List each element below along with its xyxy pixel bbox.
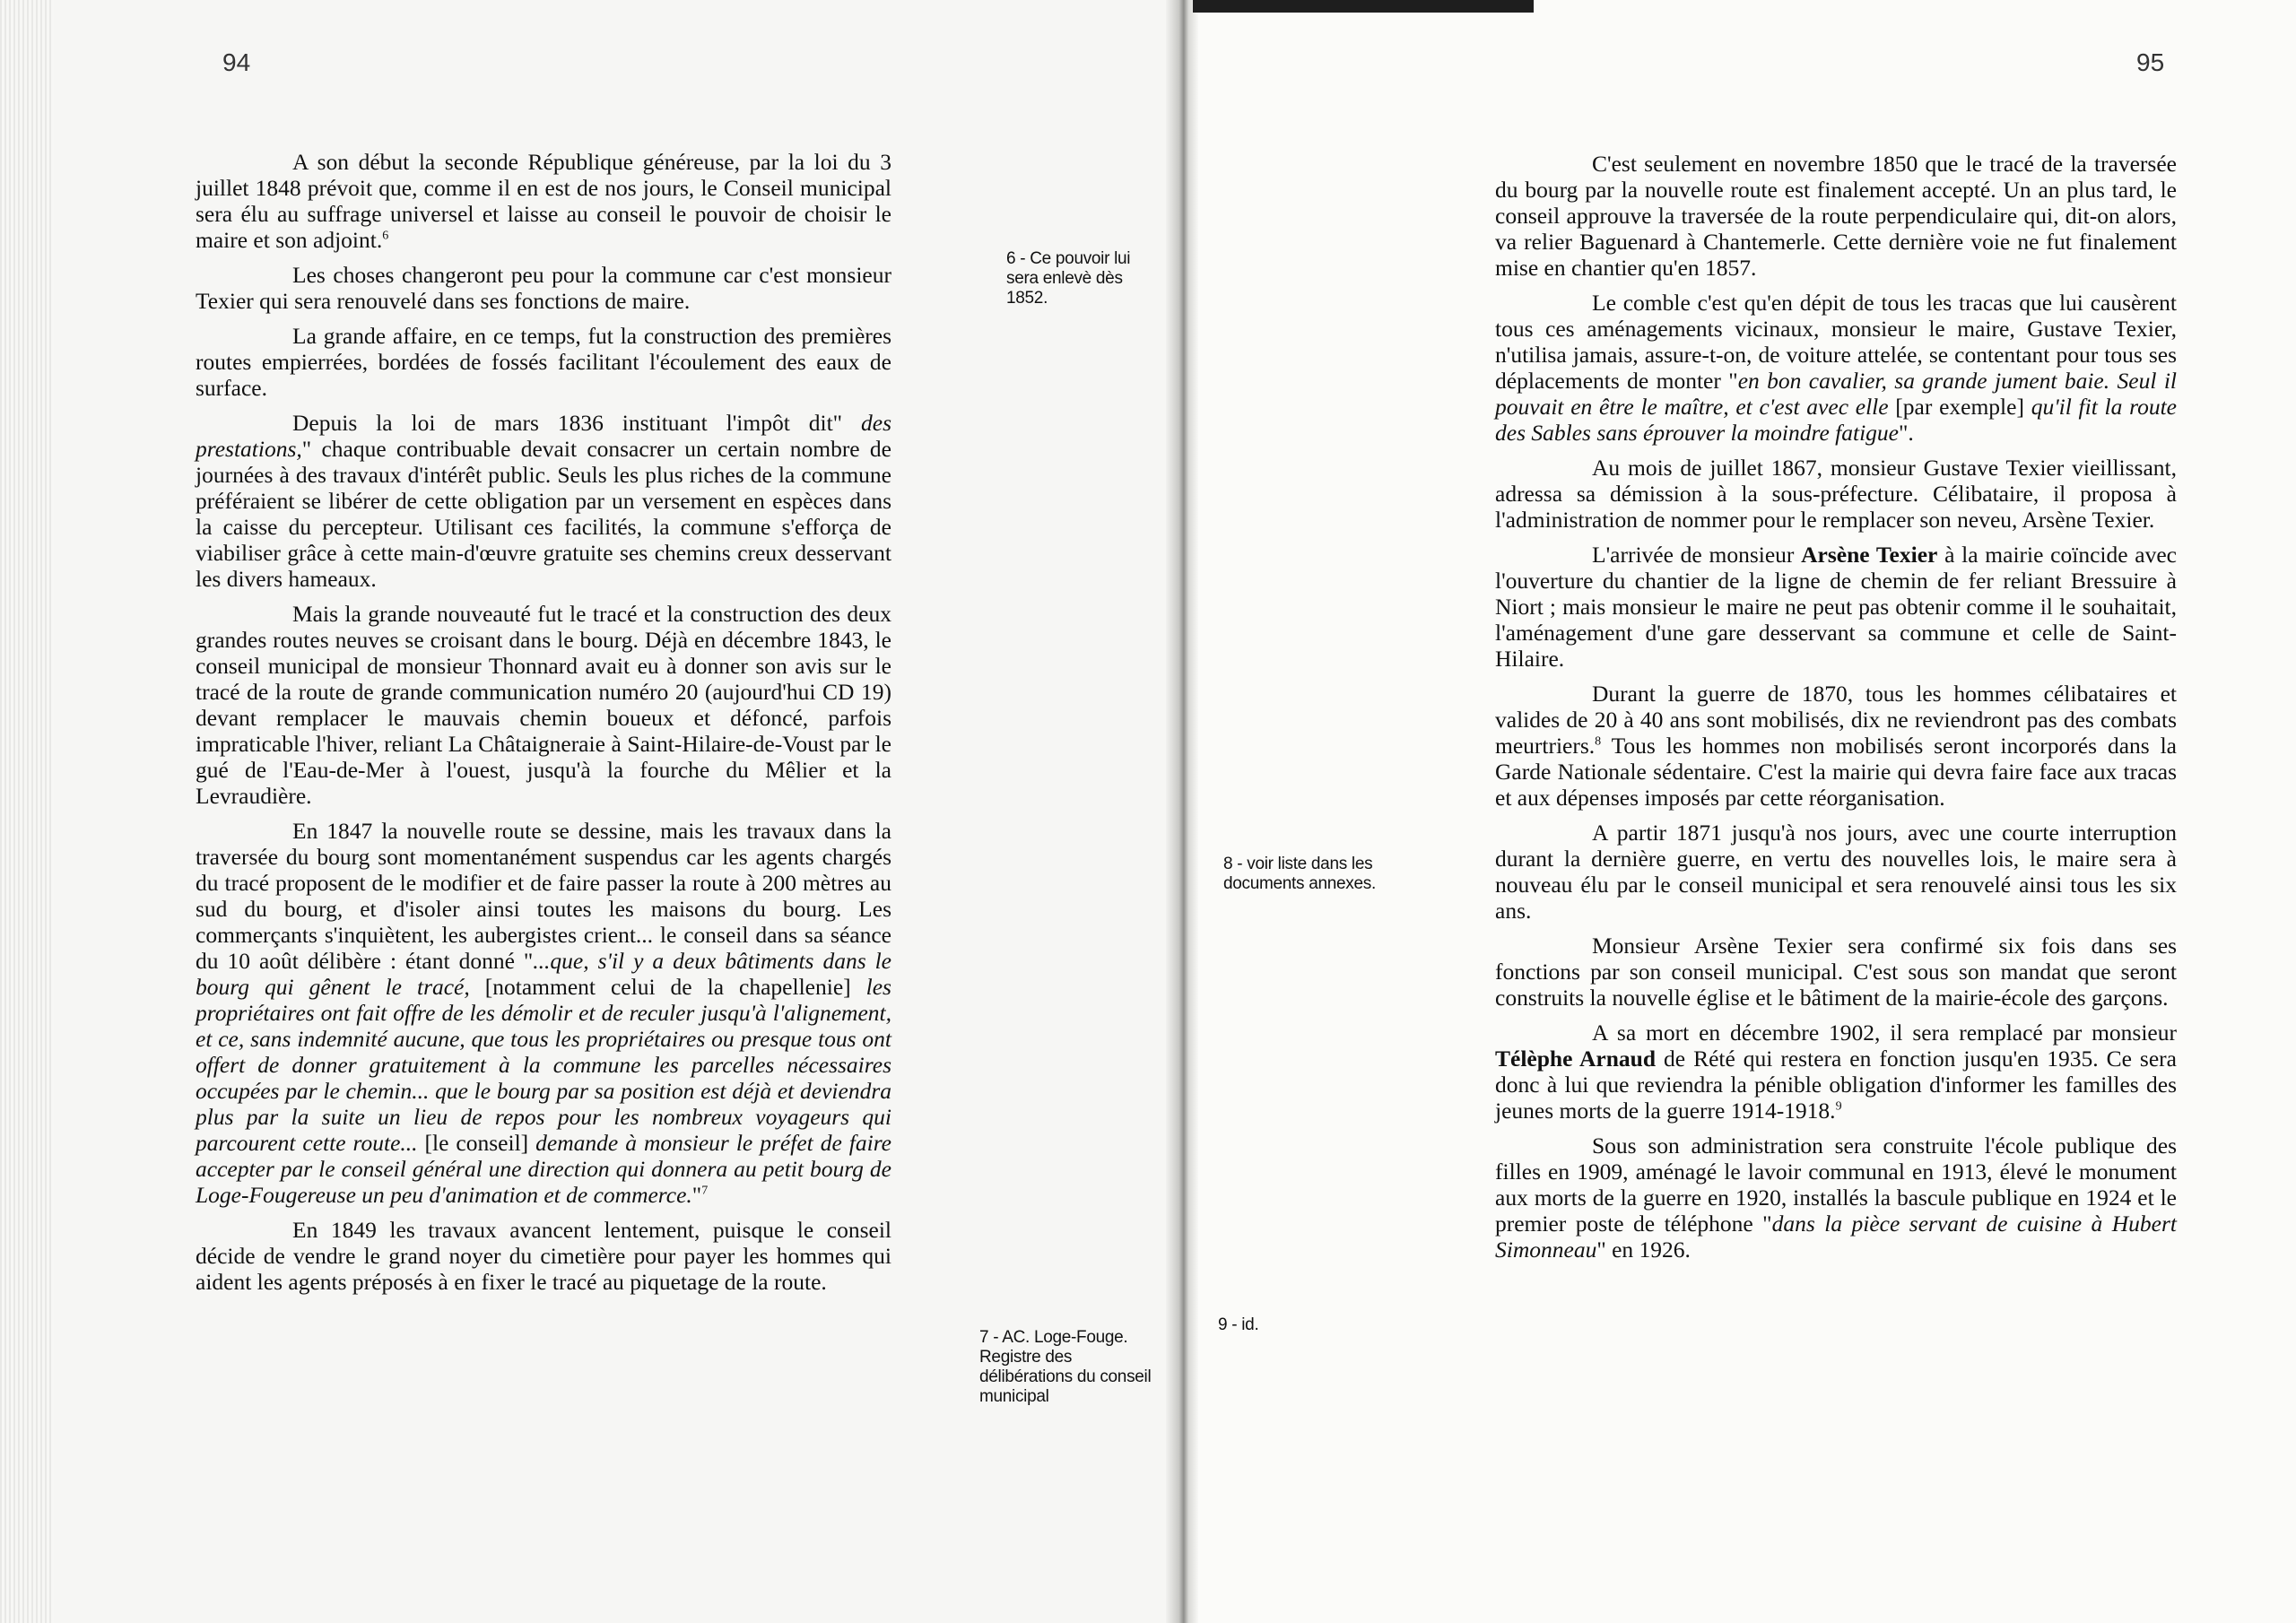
text-run: [notamment celui de la chapellenie] [469,974,866,1000]
footnote-ref: 9 [1835,1099,1842,1114]
text-run: A son début la seconde République généreuse, par la loi du 3 juillet 1848 prévoit que, comme il en est de nos jours, le Conseil municipal sera élu au suffrage universel et laisse au conseil le pouvoir de choisir le maire et son adjoint. [196,149,891,253]
scan-shadow [1193,0,1534,13]
text-run: " [691,1182,702,1208]
text-run: demande à monsieur le préfet de faire accepter par le conseil général une direction qui donnera au petit bourg de Loge-Fougereuse un peu d'animation et de commerce. [196,1130,891,1208]
text-run: Monsieur Arsène Texier sera confirmé six fois dans ses fonctions par son conseil municipal. C'est sous son mandat que seront construits la nouvelle église et le bâtiment de la mairie-école des garçons. [1495,933,2177,1011]
paragraph [196,323,891,401]
text-run: qu'il fit la route des Sables sans éprouver la moindre fatigue [1495,394,2177,446]
text-run: ". [1898,420,1914,446]
text-run: Depuis la loi de mars 1836 instituant l'impôt dit" [292,410,861,436]
footnote-9: 9 - id. [1218,1315,1259,1334]
text-run: à la mairie coïncide avec l'ouverture du chantier de la ligne de chemin de fer reliant Bressuire à Niort ; mais monsieur le maire ne peut pas obtenir comme il le souhaitait, l'aménagement d'une gare desservant sa commune et celle de Saint-Hilaire. [1495,542,2177,672]
paragraph [1495,542,2177,672]
text-run: L'arrivée de monsieur [1592,542,1802,568]
text-run: Arsène Texier [1801,542,1938,568]
paragraph [1495,820,2177,924]
footnote-ref: 7 [701,1184,709,1198]
paragraph [1495,455,2177,533]
text-run: Tous les hommes non mobilisés seront incorporés dans la Garde Nationale sédentaire. C'est la mairie qui devra faire face aux tracas et aux dépenses imposés par cette réorganisation. [1495,733,2177,811]
page-edges [0,0,54,1623]
text-run: Sous son administration sera construite l'école publique des filles en 1909, aménagé le lavoir communal en 1913, élevé le monument aux morts de la guerre en 1920, installés la bascule publique en 1924 et le premier poste de téléphone " [1495,1133,2177,1237]
text-run: En 1849 les travaux avancent lentement, puisque le conseil décide de vendre le grand noyer du cimetière pour payer les hommes qui aident les agents préposés à en fixer le tracé au piquetage de la route. [196,1217,891,1295]
paragraph [1495,1133,2177,1263]
text-run: Le comble c'est qu'en dépit de tous les tracas que lui causèrent tous ces aménagements vicinaux, monsieur le maire, Gustave Texier, n'utilisa jamais, assure-t-on, de voiture attelée, se contentant pour tous ses déplacements de monter " [1495,290,2177,394]
text-run: Au mois de juillet 1867, monsieur Gustave Texier vieillissant, adressa sa démission à la sous-préfecture. Célibataire, il proposa à l'administration de nommer pour le remplacer son neveu, Arsène Texier. [1495,455,2177,533]
footnote-7: 7 - AC. Loge-Fouge. Registre des délibérations du conseil municipal [979,1328,1152,1406]
left-body-text [196,149,891,1304]
text-run: [par exemple] [1888,394,2031,420]
text-run: dans la pièce servant de cuisine à Hubert Simonneau [1495,1211,2178,1263]
text-run: Mais la grande nouveauté fut le tracé et la construction des deux grandes routes neuves se croisant dans le bourg. Déjà en décembre 1843, le conseil municipal de monsieur Thonnard avait eu à donner son avis sur le tracé de la route de grande communication numéro 20 (aujourd'hui CD 19) devant remplacer le mauvais chemin boueux et défoncé, parfois impraticable l'hiver, reliant La Châtaigneraie à Saint-Hilaire-de-Voust par le gué de l'Eau-de-Mer à l'ouest, jusqu'à la fourche du Mêlier et la Levraudière. [196,601,891,809]
text-run: A partir 1871 jusqu'à nos jours, avec une courte interruption durant la dernière guerre, en vertu des nouvelles lois, le maire sera à nouveau élu par le conseil municipal et sera renouvelé ainsi tous les six ans. [1495,820,2177,924]
text-run: des prestations, [196,410,891,462]
paragraph [1495,933,2177,1011]
page-number-left: 94 [222,48,251,76]
footnote-ref: 8 [1595,734,1602,749]
text-run: [le conseil] [417,1130,536,1156]
footnote-ref: 6 [382,229,389,243]
text-run: En 1847 la nouvelle route se dessine, mais les travaux dans la traversée du bourg sont momentanément suspendus car les agents chargés du tracé proposent de le modifier et de faire passer la route à 200 mètres au sud du bourg, et d'isoler ainsi toutes les maisons du bourg. Les commerçants s'inquiètent, les aubergistes crient... le conseil dans sa séance du 10 août délibère : étant donné " [196,818,891,974]
paragraph [196,262,891,314]
text-run: ...que, s'il y a deux bâtiments dans le bourg qui gênent le tracé, [196,948,892,1000]
text-run: Télèphe Arnaud [1495,1046,1657,1072]
paragraph [1495,290,2177,446]
text-run: de Rété qui restera en fonction jusqu'en 1935. Ce sera donc à lui que reviendra la pénible obligation d'informer les familles des jeunes morts de la guerre 1914-1918. [1495,1046,2177,1124]
paragraph [1495,681,2177,811]
text-run: La grande affaire, en ce temps, fut la construction des premières routes empierrées, bordées de fossés facilitant l'écoulement des eaux de surface. [196,323,891,401]
paragraph [196,149,891,253]
text-run: en bon cavalier, sa grande jument baie. Seul il pouvait en être le maître, et c'est avec elle [1495,368,2177,420]
book-gutter [1166,0,1198,1623]
text-run: " en 1926. [1596,1237,1691,1263]
text-run: " chaque contribuable devait consacrer un certain nombre de journées à des travaux d'intérêt public. Seuls les plus riches de la commune préféraient se libérer de cette obligation par un versement en espèces dans la caisse du percepteur. Utilisant ces facilités, la commune s'efforça de viabiliser grâce à cette main-d'œuvre gratuite ses chemins creux desservant les divers hameaux. [196,436,891,592]
text-run: Durant la guerre de 1870, tous les hommes célibataires et valides de 20 à 40 ans sont mobilisés, dix ne reviendront pas des combats meurtriers. [1495,681,2177,759]
right-page [1186,0,2296,1623]
paragraph [1495,1020,2177,1124]
footnote-8: 8 - voir liste dans les documents annexes. [1223,855,1376,893]
paragraph [196,1217,891,1295]
paragraph [196,818,891,1208]
footnote-6: 6 - Ce pouvoir lui sera enlevè dès 1852. [1006,249,1131,308]
page-number-right: 95 [2136,48,2165,76]
paragraph [1495,151,2177,281]
text-run: les propriétaires ont fait offre de les démolir et de reculer jusqu'à l'alignement, et ce, sans indemnité aucune, que tous les propriétaires ou presque tous ont offert de donner gratuitement à la commune les parcelles nécessaires occupées par le chemin... que le bourg par sa position est déjà et deviendra plus par la suite un lieu de repos pour les nombreux voyageurs qui parcourent cette route... [196,974,891,1156]
text-run: Les choses changeront peu pour la commune car c'est monsieur Texier qui sera renouvelé dans ses fonctions de maire. [196,262,891,314]
paragraph [196,410,891,592]
paragraph [196,601,891,809]
text-run: C'est seulement en novembre 1850 que le tracé de la traversée du bourg par la nouvelle route est finalement accepté. Un an plus tard, le conseil approuve la traversée de la route perpendiculaire qui, dit-on alors, va relier Baguenard à Chantemerle. Cette dernière voie ne fut finalement mise en chantier qu'en 1857. [1495,151,2177,281]
text-run: A sa mort en décembre 1902, il sera remplacé par monsieur [1592,1020,2177,1046]
right-body-text [1495,151,2177,1271]
